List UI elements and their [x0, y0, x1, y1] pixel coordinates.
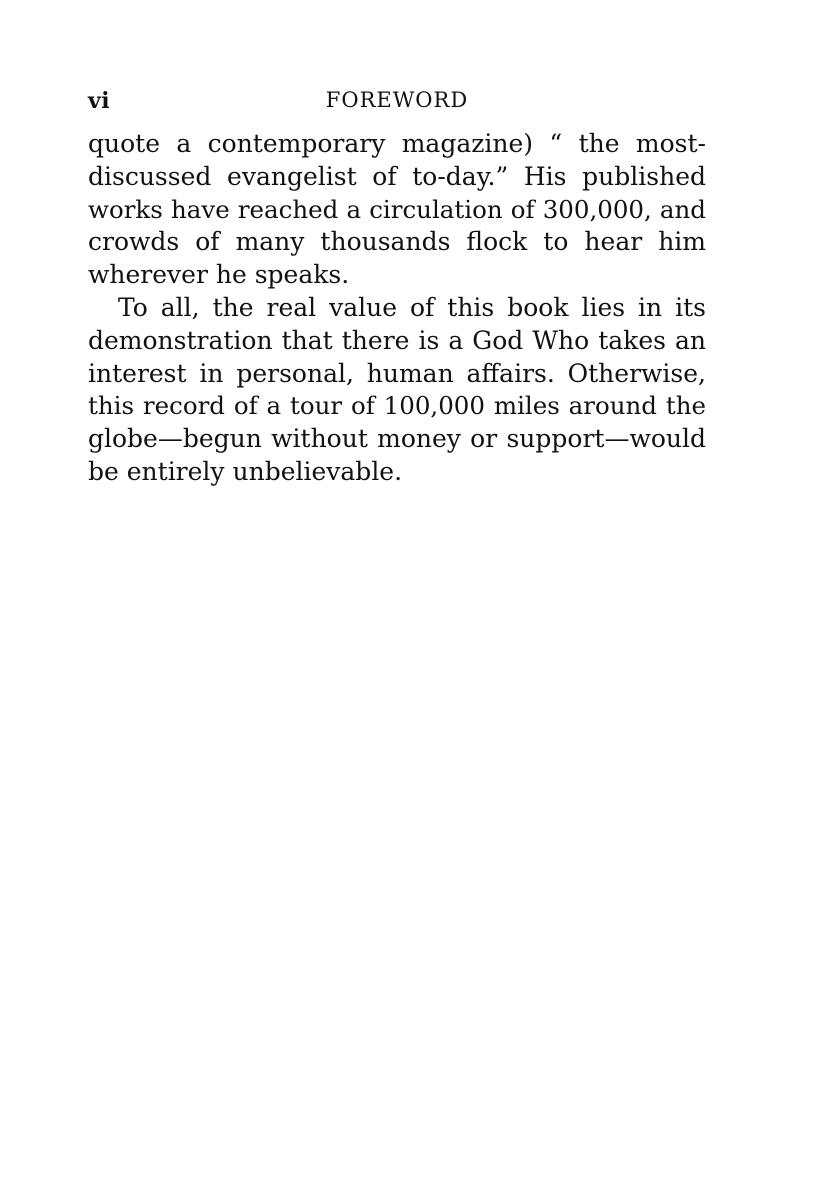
running-title: FOREWORD [325, 88, 469, 112]
text-line: globe—begun without money or support—would [88, 424, 706, 454]
text-line: interest in personal, human affairs. Otherwise, [88, 358, 706, 388]
text-line: discussed evangelist of to-day.” His published [88, 161, 706, 191]
running-head [88, 88, 706, 122]
text-line: demonstration that there is a God Who takes an [88, 325, 706, 355]
text-line: crowds of many thousands flock to hear him [88, 227, 706, 257]
text-line: quote a contemporary magazine) “ the most- [88, 129, 706, 158]
text-line: wherever he speaks. [88, 260, 350, 290]
body-text [88, 128, 706, 489]
text-line: works have reached a circulation of 300,000, and [88, 194, 706, 224]
page-number: vi [88, 88, 111, 114]
text-line: be entirely unbelievable. [88, 456, 403, 486]
text-line: this record of a tour of 100,000 miles around the [88, 391, 706, 421]
text-line: To all, the real value of this book lies in its [118, 292, 706, 322]
